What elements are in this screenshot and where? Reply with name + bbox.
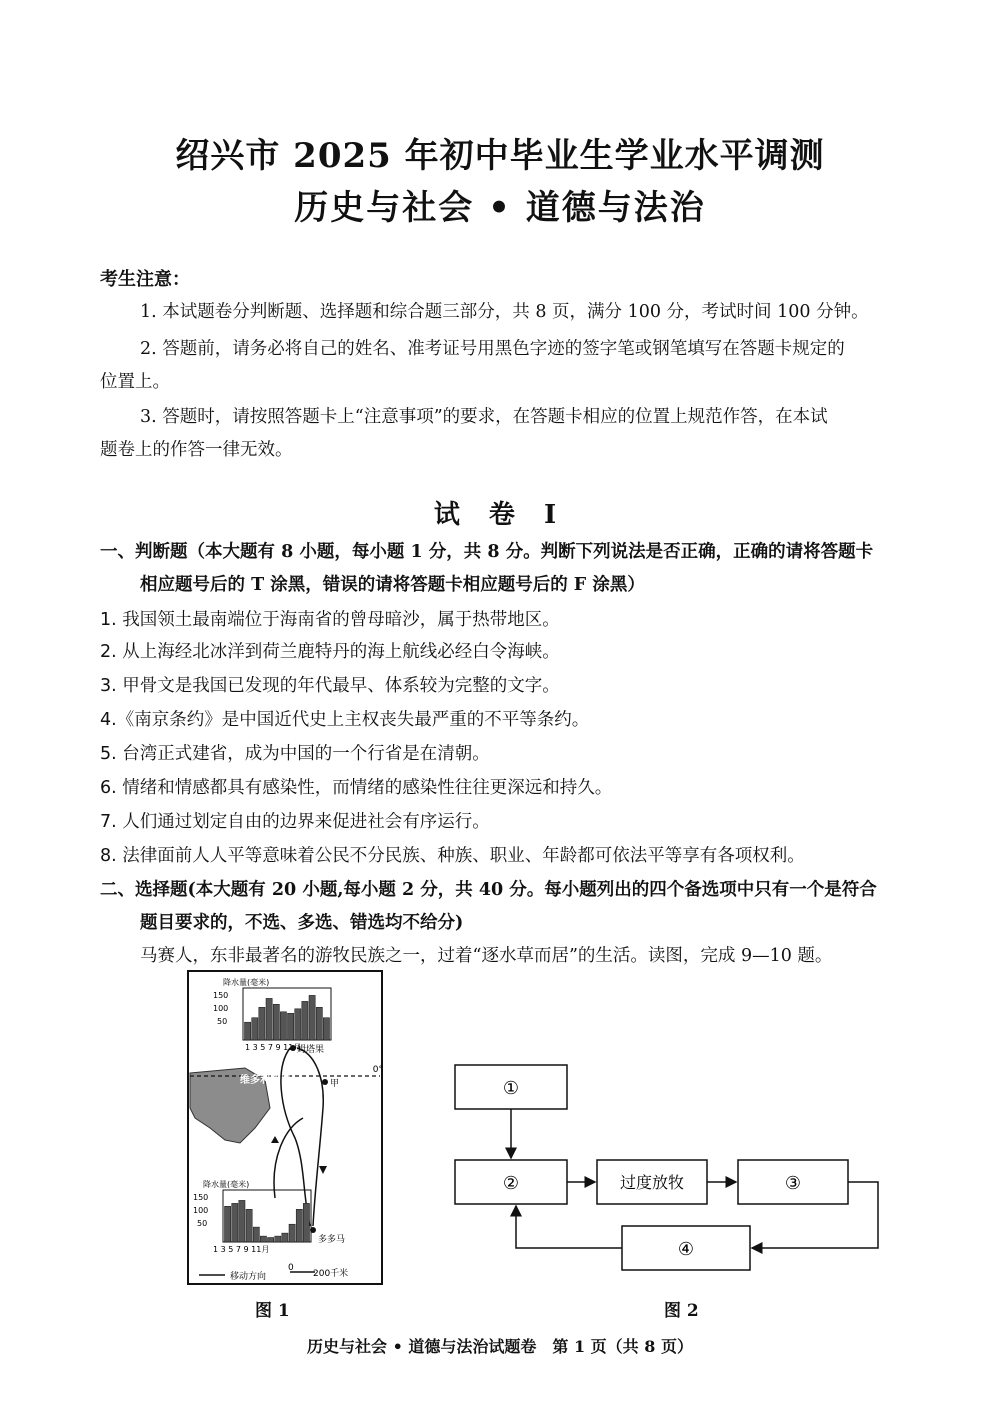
chart-bottom-bar-7 (268, 1238, 274, 1243)
question-1: 1. 我国领土最南端位于海南省的曾母暗沙，属于热带地区。 (100, 610, 560, 630)
chart-bottom-ytick-100: 100 (193, 1206, 209, 1215)
place-jia-label: 甲 (330, 1079, 340, 1089)
place-north-label: 姆塔果 (297, 1045, 325, 1055)
page-subtitle: 历史与社会 • 道德与法治 (294, 188, 706, 228)
chart-top-bar-9 (302, 1001, 308, 1040)
part2-heading-line-1: 二、选择题(本大题有 20 小题,每小题 2 分，共 40 分。每小题列出的四个备选项中只有一个是符合 (100, 880, 877, 900)
chart-top-bar-11 (316, 1007, 322, 1040)
notice-item-2-line-2: 位置上。 (100, 372, 170, 392)
precipitation-chart-bottom (193, 1179, 311, 1254)
chart-top-bar-3 (259, 1007, 265, 1040)
notice-item-1: 1. 本试题卷分判断题、选择题和综合题三部分，共 8 页，满分 100 分，考试时间 100 分钟。 (140, 302, 869, 322)
migration-path-east (297, 1048, 323, 1226)
box-1-label: ① (502, 1078, 520, 1099)
chart-top-ytick-50: 50 (217, 1017, 228, 1026)
arrow-2-icon (319, 1166, 327, 1174)
chart-top-bar-10 (309, 995, 315, 1040)
chart-bottom-xlabel: 1 3 5 7 9 11月 (213, 1245, 270, 1254)
chart-bottom-bar-5 (253, 1227, 259, 1242)
box-overgrazing-label: 过度放牧 (619, 1173, 685, 1192)
scale-start: 0 (288, 1263, 294, 1273)
chart-top-bar-2 (252, 1018, 258, 1040)
chart-bottom-bar-2 (232, 1203, 238, 1242)
question-3: 3. 甲骨文是我国已发现的年代最早、体系较为完整的文字。 (100, 676, 560, 696)
chart-bottom-bar-8 (275, 1236, 281, 1242)
chart-top-bar-7 (288, 1013, 294, 1040)
section-title: 试 卷 I (433, 500, 567, 530)
page-title: 绍兴市 2025 年初中毕业生学业水平调测 (175, 136, 825, 176)
question-7: 7. 人们通过划定自由的边界来促进社会有序运行。 (100, 812, 490, 832)
chart-top-ytick-150: 150 (213, 991, 229, 1000)
chart-bottom-bar-9 (282, 1233, 288, 1242)
arrow-3-to-4 (752, 1182, 878, 1248)
place-jia-dot (322, 1079, 328, 1085)
equator-label: 0° (372, 1065, 383, 1075)
chart-bottom-bar-3 (239, 1200, 245, 1242)
chart-bottom-bar-11 (296, 1209, 302, 1242)
part1-heading-line-1: 一、判断题（本大题有 8 小题，每小题 1 分，共 8 分。判断下列说法是否正确，正确的请将答题卡 (100, 542, 874, 562)
notice-item-3-line-1: 3. 答题时，请按照答题卡上“注意事项”的要求，在答题卡相应的位置上规范作答，在本试 (140, 407, 828, 427)
figure-2-label: 图 2 (664, 1301, 699, 1321)
part2-heading-line-2: 题目要求的，不选、多选、错选均不给分) (140, 913, 464, 933)
question-6: 6. 情绪和情感都具有感染性，而情绪的感染性往往更深远和持久。 (100, 778, 613, 798)
scale-end: 200千米 (313, 1269, 349, 1279)
chart-top-bar-5 (273, 1004, 279, 1040)
notice-item-2-line-1: 2. 答题前，请务必将自己的姓名、准考证号用黑色字迹的签字笔或钢笔填写在答题卡规定的 (140, 339, 845, 359)
box-4-label: ④ (677, 1239, 695, 1260)
chart-bottom-ylabel: 降水量(毫米) (203, 1180, 250, 1189)
legend-label: 移动方向 (230, 1272, 267, 1282)
box-3-label: ③ (784, 1173, 802, 1194)
question-5: 5. 台湾正式建省，成为中国的一个行省是在清朝。 (100, 744, 490, 764)
arrow-1-icon (271, 1136, 279, 1143)
question-9-intro: 马赛人，东非最著名的游牧民族之一，过着“逐水草而居”的生活。读图，完成 9—10 题。 (140, 946, 833, 966)
question-2: 2. 从上海经北冰洋到荷兰鹿特丹的海上航线必经白令海峡。 (100, 642, 560, 662)
question-4: 4.《南京条约》是中国近代史上主权丧失最严重的不平等条约。 (100, 710, 590, 730)
figure-1-map (185, 968, 385, 1288)
chart-bottom-bar-1 (225, 1206, 231, 1242)
question-8: 8. 法律面前人人平等意味着公民不分民族、种族、职业、年龄都可依法平等享有各项权利。 (100, 846, 805, 866)
chart-top-bar-6 (280, 1012, 286, 1040)
chart-bottom-bar-12 (303, 1203, 309, 1242)
chart-top-xlabel: 1 3 5 7 9 11月 (245, 1043, 302, 1052)
figure-2-diagram (440, 1060, 890, 1280)
page-footer: 历史与社会 • 道德与法治试题卷 第 1 页（共 8 页） (307, 1337, 693, 1356)
chart-top-bar-8 (295, 1009, 301, 1040)
precipitation-chart-top (213, 977, 331, 1052)
chart-bottom-ytick-150: 150 (193, 1193, 209, 1202)
chart-bottom-bar-10 (289, 1224, 295, 1242)
chart-bottom-ytick-50: 50 (197, 1219, 208, 1228)
chart-top-ytick-100: 100 (213, 1004, 229, 1013)
chart-top-bar-1 (245, 1022, 251, 1040)
box-2-label: ② (502, 1173, 520, 1194)
chart-bottom-bar-6 (260, 1236, 266, 1242)
notice-item-3-line-2: 题卷上的作答一律无效。 (100, 440, 293, 460)
chart-top-ylabel: 降水量(毫米) (223, 978, 270, 987)
part1-heading-line-2: 相应题号后的 T 涂黑，错误的请将答题卡相应题号后的 F 涂黑） (140, 575, 645, 595)
chart-bottom-bar-4 (246, 1209, 252, 1242)
notice-heading: 考生注意： (100, 269, 190, 290)
arrow-4-to-2 (516, 1206, 622, 1248)
chart-top-bar-12 (323, 1018, 329, 1040)
chart-top-bar-4 (266, 998, 272, 1040)
figure-1-label: 图 1 (255, 1301, 290, 1321)
place-south-label: 多多马 (318, 1235, 346, 1245)
migration-path-inner (274, 1118, 303, 1198)
lake-label: 维多利亚湖 (240, 1075, 290, 1086)
